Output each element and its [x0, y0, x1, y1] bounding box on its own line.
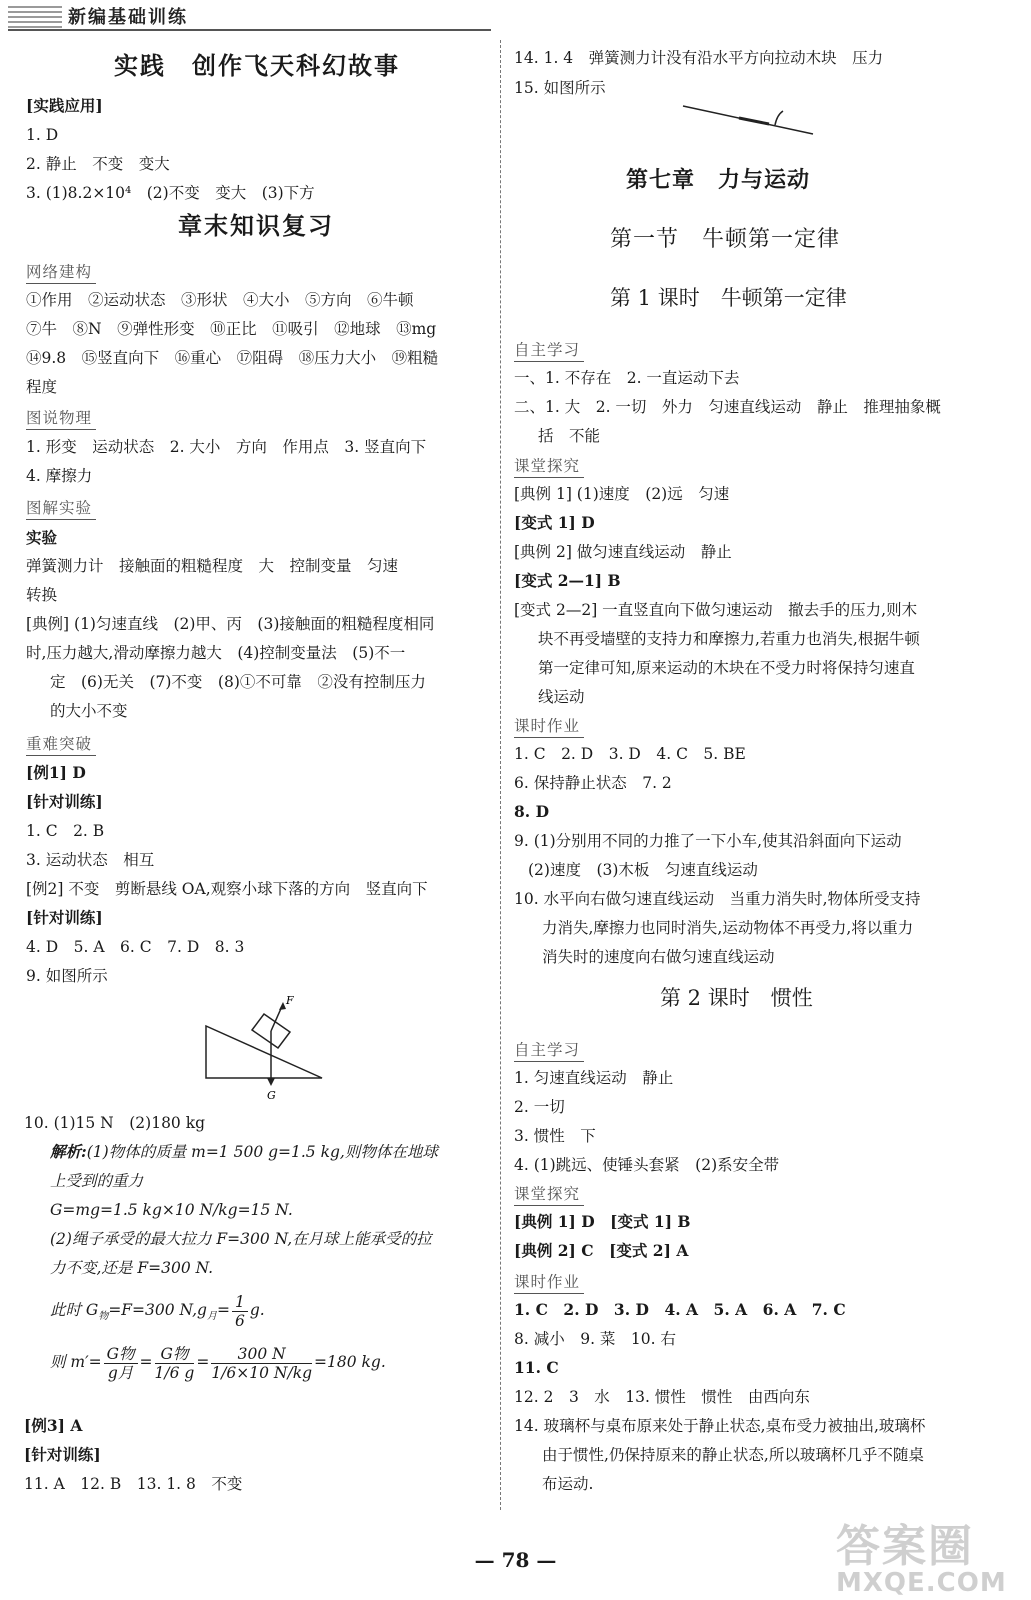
answer-line: 括 不能: [538, 427, 601, 445]
answer-line: 布运动.: [542, 1475, 594, 1493]
tag-homework: 课时作业: [514, 1272, 584, 1294]
tag-homework: 课时作业: [514, 716, 584, 738]
spring-scale: [739, 118, 769, 124]
analysis-text: 上受到的重力: [50, 1172, 144, 1190]
tag-class-explore: 课堂探究: [514, 456, 584, 478]
answer-line: 14. 1. 4 弹簧测力计没有沿水平方向拉动木块 压力: [514, 49, 884, 67]
answer-line: [例3] A: [24, 1416, 83, 1435]
answer-line: 一、1. 不存在 2. 一直运动下去: [514, 369, 740, 387]
answer-line: 4. (1)跳远、使锤头套紧 (2)系安全带: [514, 1156, 780, 1174]
chapter-title: 第七章 力与运动: [626, 167, 811, 193]
answer-line: 1. 形变 运动状态 2. 大小 方向 作用点 3. 竖直向下: [26, 438, 427, 456]
section-title-review: 章末知识复习: [178, 211, 334, 240]
fraction: $\frac{1}{6}$: [232, 1293, 248, 1330]
fraction: $\frac{\text{G物}}{1/6 g}$: [154, 1344, 195, 1382]
label-G: G: [267, 1089, 276, 1102]
answer-line: ⑭9.8 ⑮竖直向下 ⑯重心 ⑰阻碍 ⑱压力大小 ⑲粗糙: [26, 349, 439, 367]
label-practice-apply: [实践应用]: [26, 96, 103, 115]
tag-picture-physics: 图说物理: [26, 408, 96, 430]
label-experiment: 实验: [26, 528, 58, 547]
label-F: F: [286, 994, 294, 1007]
section-title-practice: 实践 创作飞天科幻故事: [114, 51, 400, 80]
arrowhead-F: [279, 1002, 286, 1010]
answer-line: 弹簧测力计 接触面的粗糙程度 大 控制变量 匀速: [26, 557, 399, 575]
answer-line: 2. 静止 不变 变大: [26, 155, 170, 173]
answer-line: [例1] D: [26, 763, 86, 782]
analysis-text: 力不变,还是 F=300 N.: [50, 1259, 214, 1277]
header-rule: [8, 29, 491, 31]
watermark-text: 答案圈: [836, 1521, 974, 1572]
incline-triangle: [206, 1026, 322, 1078]
answer-line: 11. A 12. B 13. 1. 8 不变: [24, 1475, 243, 1493]
answer-line: [变式 1] D: [514, 513, 595, 532]
watermark-url: MXQE.COM: [836, 1568, 1007, 1598]
answer-line: 的大小不变: [50, 702, 128, 720]
section-title: 第一节 牛顿第一定律: [610, 227, 841, 252]
answer-line: 定 (6)无关 (7)不变 (8)①不可靠 ②没有控制压力: [50, 673, 426, 691]
answer-line: [例2] 不变 剪断悬线 OA,观察小球下落的方向 竖直向下: [26, 880, 428, 898]
answer-line: [变式 2—2] 一直竖直向下做匀速运动 撤去手的压力,则木: [514, 601, 918, 619]
tag-self-study: 自主学习: [514, 1040, 584, 1062]
label-training: [针对训练]: [24, 1445, 101, 1464]
answer-line: ①作用 ②运动状态 ③形状 ④大小 ⑤方向 ⑥牛顿: [26, 291, 414, 309]
arrowhead-G: [267, 1078, 275, 1086]
answer-line: 4. 摩擦力: [26, 467, 93, 485]
answer-line: 6. 保持静止状态 7. 2: [514, 774, 672, 792]
tag-class-explore: 课堂探究: [514, 1184, 584, 1206]
answer-line: 3. (1)8.2×10⁴ (2)不变 变大 (3)下方: [26, 184, 315, 202]
answer-line: 9. (1)分别用不同的力推了一下小车,使其沿斜面向下运动: [514, 832, 902, 850]
answer-line: [典例 1] (1)速度 (2)远 匀速: [514, 485, 730, 503]
answer-line: 8. 减小 9. 菜 10. 右: [514, 1330, 677, 1348]
tag-experiment: 图解实验: [26, 498, 96, 520]
incline-force-figure: [196, 990, 366, 1110]
answer-line: [典例 2] 做匀速直线运动 静止: [514, 543, 732, 561]
answer-line: 11. C: [514, 1358, 559, 1377]
fraction: $\frac{300 N}{1/6\times 10 N/kg}$: [211, 1344, 313, 1382]
tag-key-points: 重难突破: [26, 734, 96, 756]
answer-line: 9. 如图所示: [26, 967, 108, 985]
answer-line: 3. 惯性 下: [514, 1127, 596, 1145]
header-title: 新编基础训练: [68, 7, 188, 28]
answer-line: 1. C 2. B: [26, 822, 105, 840]
answer-line: 转换: [26, 586, 58, 604]
answer-line: [典例 1] D [变式 1] B: [514, 1212, 691, 1231]
answer-line: 1. C 2. D 3. D 4. C 5. BE: [514, 745, 746, 763]
answer-line: (2)速度 (3)木板 匀速直线运动: [528, 861, 758, 879]
answer-line: 10. 水平向右做匀速直线运动 当重力消失时,物体所受支持: [514, 890, 921, 908]
answer-line: 1. C 2. D 3. D 4. A 5. A 6. A 7. C: [514, 1300, 846, 1319]
answer-line: 块不再受墙壁的支持力和摩擦力,若重力也消失,根据牛顿: [538, 630, 920, 648]
analysis-text: (2)绳子承受的最大拉力 F=300 N,在月球上能承受的拉: [50, 1230, 432, 1248]
answer-line: 由于惯性,仍保持原来的静止状态,所以玻璃杯几乎不随桌: [542, 1446, 924, 1464]
label-training: [针对训练]: [26, 908, 103, 927]
analysis-equation-1: 此时 $G_物=F=300$ $N,g_月=$ $\frac{1}{6}$ g.: [50, 1292, 265, 1330]
answer-line: 10. (1)15 N (2)180 kg: [24, 1114, 206, 1132]
answer-line: [典例] (1)匀速直线 (2)甲、丙 (3)接触面的粗糙程度相同: [26, 615, 435, 633]
answer-line: 2. 一切: [514, 1098, 565, 1116]
lesson-title: 第 1 课时 牛顿第一定律: [610, 286, 847, 310]
analysis-text: G=mg=1.5 kg×10 N/kg=15 N.: [50, 1201, 293, 1219]
answer-line: 1. 匀速直线运动 静止: [514, 1069, 674, 1087]
answer-line: [典例 2] C [变式 2] A: [514, 1241, 689, 1260]
page-number: — 78 —: [474, 1548, 557, 1572]
tag-self-study: 自主学习: [514, 340, 584, 362]
answer-line: 第一定律可知,原来运动的木块在不受力时将保持匀速直: [538, 659, 915, 677]
label-analysis: 解析:: [50, 1142, 87, 1161]
label-training: [针对训练]: [26, 792, 103, 811]
answer-line: 3. 运动状态 相互: [26, 851, 155, 869]
hand-hook: [775, 111, 783, 125]
answer-line: 14. 玻璃杯与桌布原来处于静止状态,桌布受力被抽出,玻璃杯: [514, 1417, 926, 1435]
page-header: [0, 0, 1031, 32]
header-stripes: [8, 6, 62, 28]
lesson-title: 第 2 课时 惯性: [660, 986, 813, 1010]
watermark-logo: [836, 1510, 1026, 1596]
answer-line: 力消失,摩擦力也同时消失,运动物体不再受力,将以重力: [542, 919, 914, 937]
fraction: $\frac{\text{G物}}{\text{g月}}$: [104, 1345, 138, 1382]
answer-line: 4. D 5. A 6. C 7. D 8. 3: [26, 938, 245, 956]
answer-line: 消失时的速度向右做匀速直线运动: [542, 948, 775, 966]
rope-pull-figure: [679, 98, 819, 142]
answer-line: ⑦牛 ⑧N ⑨弹性形变 ⑩正比 ⑪吸引 ⑫地球 ⑬mg: [26, 320, 437, 338]
column-divider: [500, 40, 501, 1510]
tag-network: 网络建构: [26, 262, 96, 284]
answer-line: 程度: [26, 378, 58, 396]
answer-line: 1. D: [26, 126, 59, 144]
answer-line: 二、1. 大 2. 一切 外力 匀速直线运动 静止 推理抽象概: [514, 398, 941, 416]
answer-line: 15. 如图所示: [514, 79, 606, 97]
answer-line: 线运动: [538, 688, 585, 706]
analysis-equation-2: 则 m′= $\frac{\text{G物}}{\text{g月}}$ = $\frac{\text{G物}}{1/6 g}$ = $\frac{300 N}{1/6\times 10 N/kg}$ =180 kg.: [50, 1344, 386, 1382]
answer-line: [变式 2—1] B: [514, 571, 621, 590]
answer-line: 时,压力越大,滑动摩擦力越大 (4)控制变量法 (5)不一: [26, 644, 406, 662]
analysis-text: (1)物体的质量 m=1 500 g=1.5 kg,则物体在地球: [86, 1143, 438, 1161]
answer-line: 8. D: [514, 802, 550, 821]
answer-line: 12. 2 3 水 13. 惯性 惯性 由西向东: [514, 1388, 810, 1406]
